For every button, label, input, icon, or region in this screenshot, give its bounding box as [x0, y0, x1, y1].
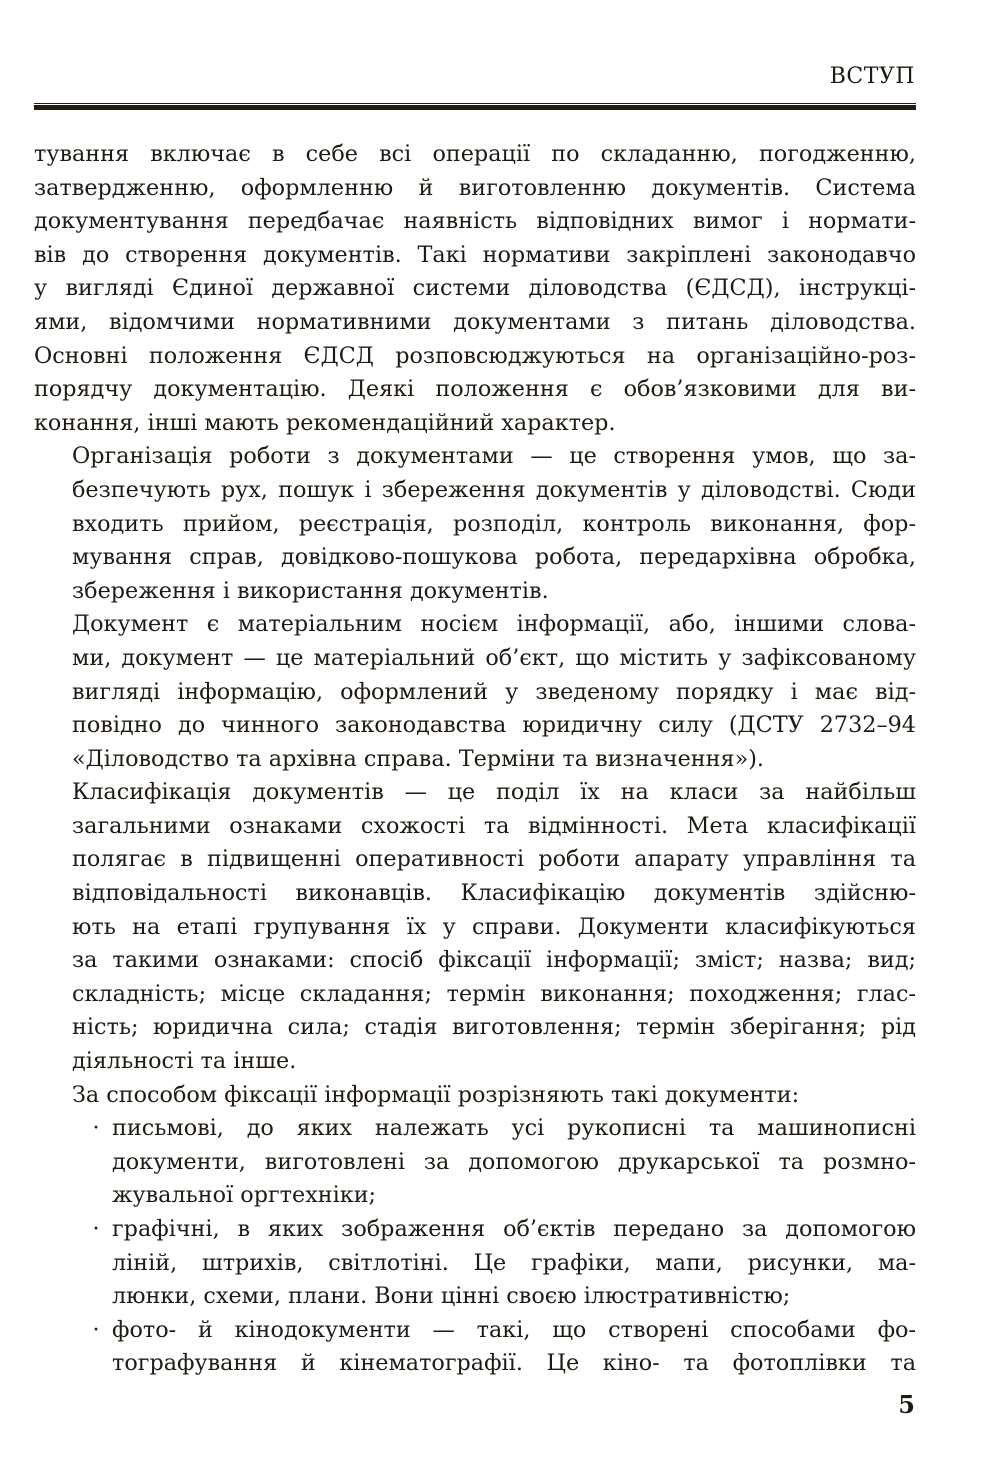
paragraph — [34, 1079, 916, 1113]
text-line: складність; місце складання; термін виконання; походження; глас- — [72, 980, 916, 1007]
text-line: За способом фіксації інформації розрізняють такі документи: — [72, 1081, 800, 1108]
text-line: ність; юридична сила; стадія виготовлення; термін зберігання; рід — [72, 1014, 916, 1041]
text-line: Організація роботи з документами — це створення умов, що за- — [72, 443, 916, 470]
text-line: документування передбачає наявність відповідних вимог і нормати- — [34, 208, 916, 235]
text-line: Класифікація документів — це поділ їх на класи за найбільш — [72, 779, 916, 806]
paragraph — [34, 138, 916, 440]
text-line: вигляді інформацію, оформлений у зведеному порядку і має від- — [72, 678, 916, 705]
bullet-list — [34, 1112, 916, 1381]
list-item — [34, 1112, 916, 1213]
text-line: ють на етапі групування їх у справи. Документи класифікуються — [72, 913, 916, 940]
text-line: тографування й кінематографії. Це кіно- та фотоплівки та — [112, 1350, 916, 1377]
text-line: повідно до чинного законодавства юридичну силу (ДСТУ 2732–94 — [72, 712, 916, 739]
text-line: люнки, схеми, плани. Вони цінні своєю ілюстративністю; — [112, 1283, 791, 1310]
body-text — [34, 138, 916, 1381]
bullet-icon: · — [92, 1216, 100, 1242]
text-line: конання, інші мають рекомендаційний характер. — [34, 409, 616, 436]
text-line: Основні положення ЄДСД розповсюджуються на організаційно-роз- — [34, 342, 916, 369]
text-line: входить прийом, реєстрація, розподіл, контроль виконання, фор- — [72, 510, 916, 537]
text-line: безпечують рух, пошук і збереження документів у діловодстві. Сюди — [72, 476, 916, 503]
list-item — [34, 1213, 916, 1314]
bullet-icon: · — [92, 1316, 100, 1343]
text-line: тування включає в себе всі операції по складанню, погодженню, — [34, 141, 916, 167]
text-line: збереження і використання документів. — [72, 577, 549, 604]
header-rule — [34, 105, 916, 110]
text-line: жувальної оргтехніки; — [112, 1182, 377, 1209]
list-item — [34, 1314, 916, 1381]
paragraph — [34, 440, 916, 608]
text-line: письмові, до яких належать усі рукописні та машинописні — [112, 1115, 916, 1142]
text-line: за такими ознаками: спосіб фіксації інформації; зміст; назва; вид; — [72, 947, 916, 974]
text-line: ями, відомчими нормативними документами з питань діловодства. — [34, 308, 916, 335]
page-number: 5 — [898, 1390, 915, 1419]
text-line: Документ є матеріальним носієм інформації, або, іншими слова- — [72, 611, 916, 638]
text-line: відповідальності виконавців. Класифікацію документів здійсню- — [72, 880, 916, 907]
text-line: документи, виготовлені за допомогою друкарської та розмно- — [112, 1148, 916, 1175]
text-line: полягає в підвищенні оперативності роботи апарату управління та — [72, 846, 916, 873]
text-line: фото- й кінодокументи — такі, що створені способами фо- — [112, 1316, 916, 1343]
text-line: графічні, в яких зображення об’єктів передано за допомогою — [112, 1216, 916, 1242]
text-line: затвердженню, оформленню й виготовленню документів. Система — [34, 174, 916, 201]
text-line: загальними ознаками схожості та відмінності. Мета класифікації — [72, 812, 916, 839]
text-line: у вигляді Єдиної державної системи діловодства (ЄДСД), інструкці- — [34, 275, 916, 302]
text-line: ліній, штрихів, світлотіні. Це графіки, мапи, рисунки, ма- — [112, 1249, 916, 1276]
text-line: діяльності та інше. — [72, 1048, 297, 1075]
text-line: вів до створення документів. Такі нормативи закріплені законодавчо — [34, 241, 916, 268]
text-line: «Діловодство та архівна справа. Терміни та визначення»). — [72, 745, 765, 772]
text-line: ми, документ — це матеріальний об’єкт, що містить у зафіксованому — [72, 644, 916, 671]
running-head: ВСТУП — [829, 64, 915, 89]
text-line: мування справ, довідково-пошукова робота, передархівна обробка, — [72, 544, 916, 571]
bullet-icon: · — [92, 1115, 100, 1142]
paragraph — [34, 608, 916, 776]
paragraph — [34, 776, 916, 1078]
text-line: порядчу документацію. Деякі положення є обов’язковими для ви- — [34, 376, 916, 403]
